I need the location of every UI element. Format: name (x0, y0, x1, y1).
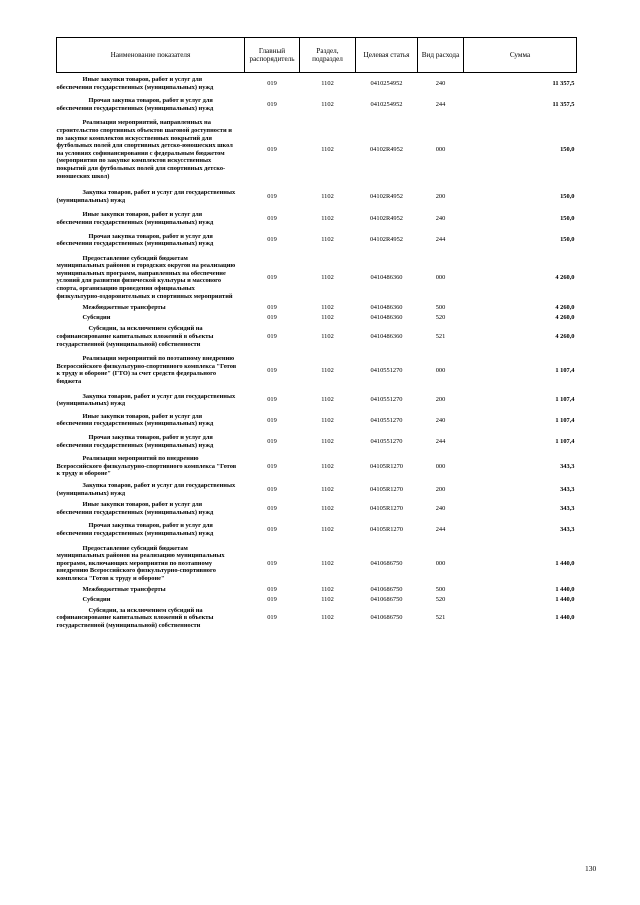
row-name: Иные закупки товаров, работ и услуг для обеспечения государственных (муниципальных) нужд (56, 211, 214, 226)
row-sum: 343,3 (560, 462, 575, 470)
row-expense: 520 (435, 313, 446, 321)
row-manager: 019 (267, 215, 277, 223)
table-row (57, 390, 577, 411)
row-sum: 11 357,5 (552, 79, 575, 87)
table-row (57, 595, 577, 605)
row-section: 1102 (321, 559, 334, 567)
row-sum: 343,3 (560, 485, 575, 493)
row-manager: 019 (267, 313, 277, 321)
row-name: Субсидии (82, 313, 111, 321)
row-target: 0410686750 (370, 596, 403, 604)
row-expense: 500 (435, 304, 446, 312)
row-target: 04102R4952 (369, 145, 404, 153)
table-row (57, 115, 577, 184)
row-manager: 019 (267, 79, 277, 87)
row-sum: 150,0 (560, 145, 575, 153)
table-row (57, 518, 577, 541)
row-manager: 019 (267, 416, 277, 424)
table-row (57, 73, 577, 95)
row-target: 0410254952 (370, 100, 403, 108)
row-expense: 244 (435, 236, 446, 244)
row-sum: 4 260,0 (555, 273, 575, 281)
row-manager: 019 (267, 236, 277, 244)
row-name: Субсидии, за исключением субсидий на софинансирование капитальных вложений в объекты государственной (муниципальной) собственности (56, 325, 214, 348)
row-sum: 11 357,5 (552, 100, 575, 108)
table-row (57, 252, 577, 304)
row-sum: 1 107,4 (555, 366, 575, 374)
budget-table (56, 37, 577, 631)
row-name: Прочая закупка товаров, работ и услуг для обеспечения государственных (муниципальных) нужд (56, 232, 214, 248)
page-number: 130 (585, 864, 597, 873)
row-name: Предоставление субсидий бюджетам муниципальных районов на реализацию муниципальных программ, включающих мероприятия по поэтапному внедрению Всероссийского физкультурно-спортивного комплекса "Готов к труду и обороне" (56, 544, 225, 582)
table-row (57, 351, 577, 389)
row-expense: 500 (435, 586, 446, 594)
row-target: 0410686750 (370, 614, 403, 622)
row-manager: 019 (267, 526, 277, 534)
row-section: 1102 (321, 192, 334, 200)
row-target: 0410486360 (370, 333, 403, 341)
row-section: 1102 (321, 100, 334, 108)
row-expense: 240 (435, 416, 446, 424)
row-section: 1102 (321, 145, 334, 153)
row-expense: 244 (435, 526, 446, 534)
table-row (57, 480, 577, 499)
row-expense: 240 (435, 504, 446, 512)
table-row (57, 453, 577, 480)
row-target: 0410551270 (370, 366, 403, 374)
row-expense: 000 (435, 559, 446, 567)
row-section: 1102 (321, 416, 334, 424)
row-manager: 019 (267, 596, 277, 604)
row-section: 1102 (321, 313, 334, 321)
row-manager: 019 (267, 586, 277, 594)
table-row (57, 184, 577, 209)
row-manager: 019 (267, 366, 277, 374)
row-manager: 019 (267, 273, 277, 281)
row-manager: 019 (267, 462, 277, 470)
row-target: 0410551270 (370, 416, 403, 424)
row-expense: 521 (435, 614, 446, 622)
row-manager: 019 (267, 333, 277, 341)
row-target: 04102R4952 (369, 192, 404, 200)
row-name: Иные закупки товаров, работ и услуг для обеспечения государственных (муниципальных) нужд (56, 412, 214, 428)
row-section: 1102 (321, 79, 334, 87)
row-sum: 1 440,0 (555, 614, 575, 622)
row-target: 04105R1270 (369, 485, 404, 493)
row-name: Иные закупки товаров, работ и услуг для обеспечения государственных (муниципальных) нужд (56, 76, 214, 91)
row-expense: 000 (435, 273, 446, 281)
row-name: Субсидии (82, 596, 111, 604)
header-manager: Главный распорядитель (245, 38, 300, 73)
row-sum: 150,0 (560, 192, 575, 200)
row-sum: 4 260,0 (555, 304, 575, 312)
header-target: Целевая статья (356, 38, 418, 73)
table-row (57, 430, 577, 453)
row-section: 1102 (321, 462, 334, 470)
row-expense: 244 (435, 100, 446, 108)
row-target: 04102R4952 (369, 236, 404, 244)
row-target: 0410486360 (370, 304, 403, 312)
row-section: 1102 (321, 526, 334, 534)
row-manager: 019 (267, 504, 277, 512)
row-name: Прочая закупка товаров, работ и услуг для обеспечения государственных (муниципальных) нужд (56, 522, 214, 537)
row-sum: 1 107,4 (555, 396, 575, 404)
row-target: 04102R4952 (369, 215, 404, 223)
row-section: 1102 (321, 586, 334, 594)
row-manager: 019 (267, 614, 277, 622)
row-sum: 4 260,0 (555, 313, 575, 321)
row-manager: 019 (267, 485, 277, 493)
row-section: 1102 (321, 437, 334, 445)
header-expense: Вид расхода (418, 38, 464, 73)
row-name: Реализация мероприятий по поэтапному внедрению Всероссийского физкультурно-спортивного комплекса "Готов к труду и обороне" (ГТО) за счет средств федерального бюджета (56, 355, 237, 385)
table-row (57, 411, 577, 430)
row-section: 1102 (321, 273, 334, 281)
row-name: Закупка товаров, работ и услуг для государственных (муниципальных) нужд (56, 481, 236, 497)
row-expense: 240 (435, 79, 446, 87)
row-sum: 150,0 (560, 215, 575, 223)
row-target: 04105R1270 (369, 504, 404, 512)
row-target: 0410551270 (370, 396, 403, 404)
header-row (57, 38, 577, 73)
row-expense: 520 (435, 596, 446, 604)
row-name: Реализация мероприятий по внедрению Всероссийского физкультурно-спортивного комплекса "Готов к труду и обороне" (56, 455, 237, 478)
row-sum: 1 440,0 (555, 596, 575, 604)
row-sum: 1 107,4 (555, 437, 575, 445)
row-name: Субсидии, за исключением субсидий на софинансирование капитальных вложений в объекты государственной (муниципальной) собственности (56, 606, 214, 629)
row-expense: 200 (435, 192, 446, 200)
row-target: 04105R1270 (369, 526, 404, 534)
table-body (57, 73, 577, 632)
row-name: Предоставление субсидий бюджетам муниципальных районов и городских округов на реализацию муниципальных программ, направленных на обеспечение условий для развития физической культуры и массового спорта, организацию проведения официальных физкультурно-оздоровительных и спортивных мероприятий (56, 254, 236, 300)
row-sum: 1 107,4 (555, 416, 575, 424)
row-section: 1102 (321, 236, 334, 244)
row-sum: 343,3 (560, 504, 575, 512)
row-sum: 1 440,0 (555, 559, 575, 567)
row-target: 0410486360 (370, 313, 403, 321)
table-row (57, 542, 577, 586)
row-manager: 019 (267, 437, 277, 445)
row-name: Закупка товаров, работ и услуг для государственных (муниципальных) нужд (56, 392, 236, 408)
row-name: Межбюджетные трансферты (82, 304, 166, 312)
row-expense: 521 (435, 333, 446, 341)
table-row (57, 229, 577, 252)
row-name: Иные закупки товаров, работ и услуг для обеспечения государственных (муниципальных) нужд (56, 501, 214, 516)
row-section: 1102 (321, 333, 334, 341)
row-manager: 019 (267, 559, 277, 567)
table-row (57, 605, 577, 632)
row-name: Прочая закупка товаров, работ и услуг для обеспечения государственных (муниципальных) нужд (56, 97, 214, 112)
row-expense: 000 (435, 145, 446, 153)
row-sum: 1 440,0 (555, 586, 575, 594)
row-name: Прочая закупка товаров, работ и услуг для обеспечения государственных (муниципальных) нужд (56, 433, 214, 449)
table-row (57, 94, 577, 115)
row-expense: 200 (435, 485, 446, 493)
row-section: 1102 (321, 366, 334, 374)
row-section: 1102 (321, 614, 334, 622)
row-expense: 000 (435, 366, 446, 374)
row-expense: 240 (435, 215, 446, 223)
row-section: 1102 (321, 215, 334, 223)
row-manager: 019 (267, 100, 277, 108)
row-name: Межбюджетные трансферты (82, 586, 166, 594)
row-manager: 019 (267, 304, 277, 312)
row-sum: 343,3 (560, 526, 575, 534)
table-row (57, 209, 577, 228)
row-manager: 019 (267, 192, 277, 200)
table-row (57, 585, 577, 595)
row-sum: 150,0 (560, 236, 575, 244)
row-section: 1102 (321, 485, 334, 493)
row-target: 0410486360 (370, 273, 403, 281)
row-name: Реализация мероприятий, направленных на строительство спортивных объектов шаговой доступности и по закупке комплектов искусственных покрытий для футбольных полей для спортивных детско-юношеских школ на условиях софинансирования с федеральным бюджетом (мероприятия по закупке комплектов искусственных покрытий для футбольных полей для спортивных детско-юношеских школ) (56, 119, 233, 180)
table-header (57, 38, 577, 73)
row-section: 1102 (321, 596, 334, 604)
table-row (57, 322, 577, 351)
row-expense: 200 (435, 396, 446, 404)
row-section: 1102 (321, 396, 334, 404)
row-target: 0410686750 (370, 559, 403, 567)
table-row (57, 303, 577, 313)
table-row (57, 313, 577, 323)
row-manager: 019 (267, 145, 277, 153)
row-sum: 4 260,0 (555, 333, 575, 341)
row-section: 1102 (321, 504, 334, 512)
table-row (57, 499, 577, 518)
row-manager: 019 (267, 396, 277, 404)
row-expense: 000 (435, 462, 446, 470)
row-target: 0410551270 (370, 437, 403, 445)
header-section: Раздел, подраздел (300, 38, 356, 73)
row-expense: 244 (435, 437, 446, 445)
row-target: 0410254952 (370, 79, 403, 87)
header-name: Наименование показателя (57, 38, 245, 73)
row-name: Закупка товаров, работ и услуг для государственных (муниципальных) нужд (56, 189, 236, 204)
row-target: 04105R1270 (369, 462, 404, 470)
row-section: 1102 (321, 304, 334, 312)
row-target: 0410686750 (370, 586, 403, 594)
header-sum: Сумма (464, 38, 577, 73)
